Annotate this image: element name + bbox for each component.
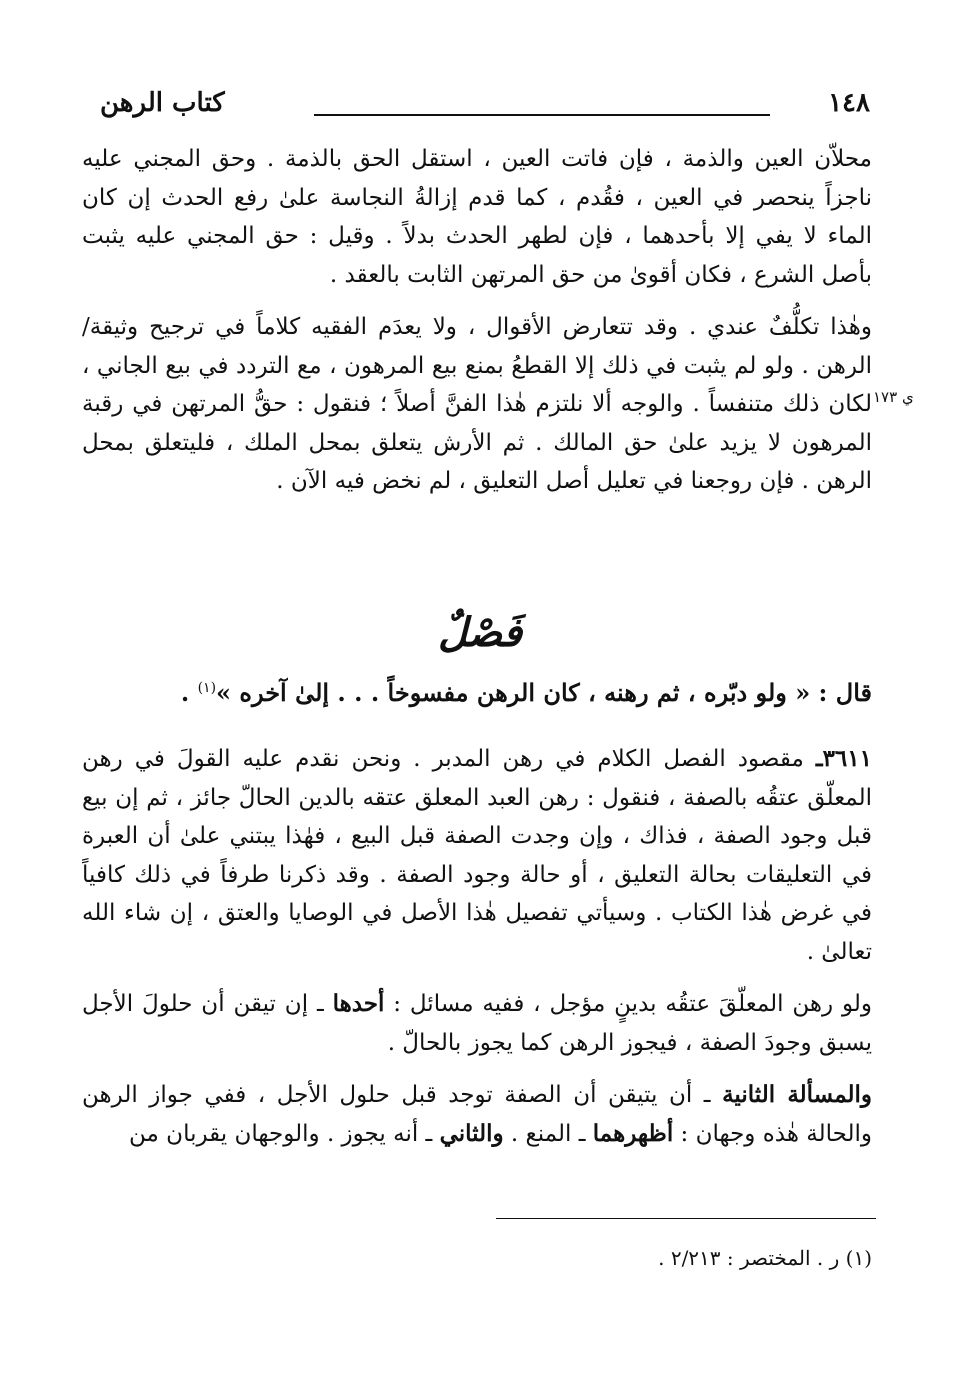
paragraph-masail [82,985,872,1062]
text-span: ولو رهن المعلّقَ عتقُه بدينٍ مؤجل ، ففيه مسائل : [384,991,872,1017]
text-block-top [82,140,872,501]
quoted-text [82,669,872,712]
page-header [100,88,870,128]
header-rule [314,114,770,116]
footnote-rule [496,1218,876,1219]
paragraph-text: مقصود الفصل الكلام في رهن المدبر . ونحن نقدم عليه القولَ في رهن المعلّق عتقُه بالصفة ، فنقول : رهن العبد المعلق عتقه بالدين الحالّ جائز ، ثم إن بيع قبل وجود الصفة ، فذاك ، وإن وجدت الصفة قبل البيع ، فهٰذا يبتني علىٰ أن العبرة في التعليقات بحالة التعليق ، أو حالة وجود الصفة . وقد ذكرنا طرفاً في ذلك كافياً في غرض هٰذا الكتاب . وسيأتي تفصيل هٰذا الأصل في الوصايا والعتق ، إن شاء الله تعالىٰ . [82,746,872,965]
section-heading-fasl [410,605,550,665]
paragraph: محلاّن العين والذمة ، فإن فاتت العين ، استقل الحق بالذمة . وحق المجني عليه ناجزاً ينحصر في العين ، فقُدم ، كما قدم إزالةُ النجاسة علىٰ رفع الحدث إن كان الماء لا يفي إلا بأحدهما ، فإن لطهر الحدث بدلاً . وقيل : حق المجني عليه يثبت بأصل الشرع ، فكان أقوىٰ من حق المرتهن الثابت بالعقد . [82,146,872,288]
paragraph-3611 [82,740,872,971]
paragraph-second-issue [82,1076,872,1153]
footnote-ref: (١) [197,680,217,696]
page-number: ١٤٨ [828,88,870,118]
margin-note: ي ١٧٣ [873,388,914,406]
paragraph: وهٰذا تكلُّفٌ عندي . وقد تتعارض الأقوال ، ولا يعدَم الفقيه كلاماً في ترجيح وثيقة/ الرهن . ولو لم يثبت في ذلك إلا القطعُ بمنع بيع المرهون ، مع التردد في بيع الجاني ، لكان ذلك متنفساً . والوجه ألا نلتزم هٰذا الفنَّ أصلاً ؛ فنقول : حقُّ المرتهن في رقبة المرهون لا يزيد علىٰ حق المالك . ثم الأرش يتعلق بمحل الملك ، فليتعلق بمحل الرهن . فإن روجعنا في تعليل أصل التعليق ، لم نخض فيه الآن . [82,314,872,494]
bold-term: أظهرهما [592,1119,674,1147]
quote-tail: . [180,678,198,707]
text-block-bottom [82,740,872,1153]
text-span: ـ أن يتيقن أن الصفة توجد قبل حلول الأجل ، ففي جواز الرهن والحالة هٰذه وجهان : [82,1082,872,1147]
bold-term: والثاني [439,1119,504,1147]
paragraph-number: ٣٦١١ـ [815,745,872,772]
quote-text: قال : « ولو دبّره ، ثم رهنه ، كان الرهن مفسوخاً . . . إلىٰ آخره » [216,678,872,707]
fasl-ornament: فَصْلٌ [437,609,523,656]
bold-term: والمسألة الثانية [722,1081,872,1108]
footnote: (١) ر . المختصر : ٢/٢١٣ . [658,1246,872,1270]
text-span: ـ أنه يجوز . والوجهان يقربان من [129,1120,440,1147]
bold-term: أحدها [332,990,385,1017]
text-span: ـ المنع . [503,1120,593,1147]
chapter-title: كتاب الرهن [100,88,225,118]
text-span: ـ إن تيقن أن حلولَ الأجل يسبق وجودَ الصفة ، فيجوز الرهن كما يجوز بالحالّ . [82,991,872,1056]
